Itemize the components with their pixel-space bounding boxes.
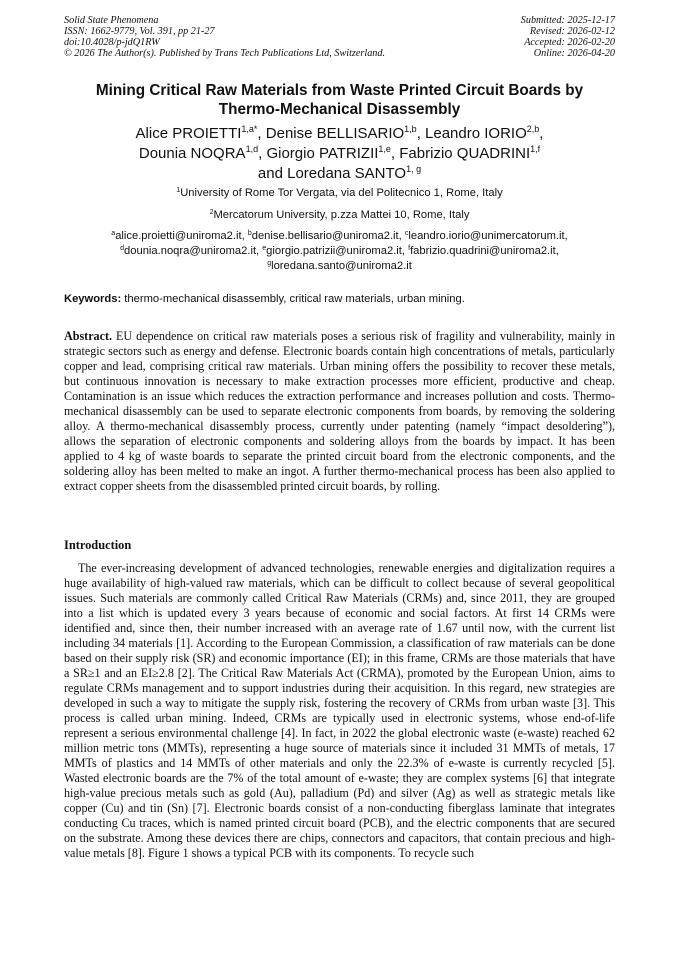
date-revised: Revised: 2026-02-12: [529, 26, 615, 37]
abstract: [64, 329, 615, 494]
affiliation-mark: 2: [209, 209, 214, 216]
author-name: and Loredana SANTO: [257, 165, 407, 182]
title-line: Mining Critical Raw Materials from Waste Printed Circuit Boards by: [95, 82, 584, 99]
email-line: [64, 259, 615, 274]
author-name: Denise BELLISARIO: [265, 125, 405, 142]
affiliation-text: Mercatorum University, p.zza Mattei 10, Rome, Italy: [213, 209, 470, 221]
author-name: Dounia NOQRA: [138, 145, 246, 162]
author-list: [64, 124, 615, 184]
email-line: [64, 229, 615, 244]
email-address: denise.bellisario@uniroma2.it,: [251, 230, 405, 242]
email-address: loredana.santo@uniroma2.it: [271, 260, 412, 272]
email-address: giorgio.patrizii@uniroma2.it,: [266, 245, 409, 257]
journal-issn: ISSN: 1662-9779, Vol. 391, pp 21-27: [64, 26, 215, 37]
affiliation-mark: 1: [176, 187, 181, 194]
affiliation-2: [64, 208, 615, 222]
author-separator: ,: [390, 145, 400, 162]
date-online: Online: 2026-04-20: [533, 48, 615, 59]
author-affiliation-mark: 2,b: [526, 124, 540, 134]
paper-title: [64, 81, 615, 119]
email-mark: c: [404, 230, 409, 237]
author-separator: ,: [258, 145, 267, 162]
keywords-text: thermo-mechanical disassembly, critical raw materials, urban mining.: [121, 293, 465, 305]
title-line: Thermo-Mechanical Disassembly: [218, 101, 461, 118]
date-submitted: Submitted: 2025-12-17: [520, 15, 615, 26]
keywords-label: Keywords:: [64, 293, 122, 305]
journal-name: Solid State Phenomena: [64, 15, 159, 26]
abstract-label: Abstract.: [64, 329, 113, 343]
author-emails: [64, 229, 615, 274]
email-address: leandro.iorio@unimercatorum.it,: [408, 230, 568, 242]
email-address: fabrizio.quadrini@uniroma2.it,: [410, 245, 559, 257]
introduction-paragraph: The ever-increasing development of advanced technologies, renewable energies and digitalization requires a huge availability of high-valued raw materials, which can be difficult to collect because of several geopolitical issues. Such materials are commonly called Critical Raw Materials (CRMs) and, since 2011, they are grouped into a list which is updated every 3 years because of economic and social factors. At first 14 CRMs were identified and, since then, their number increased with an average rate of 1.67 until now, with the current list including 34 materials [1]. According to the European Commission, a classification of raw materials can be done based on their supply risk (SR) and economic importance (EI); in this frame, CRMs are those materials that have a SR≥1 and an EI≥2.8 [2]. The Critical Raw Materials Act (CRMA), promoted by the European Union, aims to regulate CRMs management and to support industries during their acquisition. In this regard, new strategies are developed in such a way to mitigate the supply risk, fostering the recovery of CRMs from urban waste [3]. This process is called urban mining. Indeed, CRMs are typically used in electronic systems, whose end-of-life represent a serious environmental challenge [4]. In fact, in 2022 the global electronic waste (e-waste) reached 62 million metric tons (MMTs), representing a huge source of materials since it included 31 MMTs of metals, 17 MMTs of plastics and 14 MMTs of other materials and only the 22.3% of e-waste is currently recycled [5]. Wasted electronic boards are the 7% of the total amount of e-waste; they are complex systems [6] that integrate high-value precious metals such as gold (Au), palladium (Pd) and silver (Ag) as well as strategic metals like copper (Cu) and tin (Sn) [7]. Electronic boards consist of a non-conducting fiberglass laminate that integrates conducting Cu traces, which is named printed circuit board (PCB), and the electric components that are secured on the substrate. Among these devices there are chips, connectors and capacitors, that contain precious and high-value metals [8]. Figure 1 shows a typical PCB with its components. To recycle such: [64, 561, 615, 860]
author-separator: ,: [257, 125, 266, 142]
email-address: alice.proietti@uniroma2.it,: [115, 230, 248, 242]
author-affiliation-mark: 1,e: [378, 144, 391, 154]
email-mark: b: [247, 230, 252, 237]
journal-info: [64, 15, 385, 59]
author-affiliation-mark: 1,b: [404, 124, 417, 134]
author-name: Giorgio PATRIZII: [266, 145, 379, 162]
author-name: Leandro IORIO: [425, 125, 527, 142]
publication-dates: [521, 15, 615, 59]
author-name: Fabrizio QUADRINI: [399, 145, 531, 162]
email-address: dounia.noqra@uniroma2.it,: [124, 245, 263, 257]
email-mark: a: [111, 230, 116, 237]
author-line: [64, 144, 615, 164]
affiliation-text: University of Rome Tor Vergata, via del Politecnico 1, Rome, Italy: [180, 187, 503, 199]
author-affiliation-mark: 1,d: [245, 144, 259, 154]
email-mark: g: [267, 260, 272, 267]
keywords: [64, 292, 615, 306]
author-affiliation-mark: 1,a*: [241, 124, 258, 134]
abstract-text: EU dependence on critical raw materials poses a serious risk of fragility and vulnerability, mainly in strategic sectors such as energy and defense. Electronic boards contain high concentrations of metals, particularly copper and lead, comprising critical raw materials. Urban mining offers the possibility to recover these metals, but continuous innovation is necessary to make extraction processes more efficient, productive and cheap. Contamination is an issue which reduces the extraction performance and increases pollution and costs. Thermo-mechanical disassembly can be used to separate electronic components from boards, by removing the soldering alloy. A thermo-mechanical disassembly process, currently under patenting (namely “impact desoldering”), allows the separation of electronic components and soldering alloys from the boards by impact. It has been applied to 4 kg of waste boards to separate the printed circuit board from the electronic components, and the soldering alloy has been melted to make an ingot. A further thermo-mechanical process has been also applied to extract copper sheets from the disassembled printed circuit boards, by rolling.: [64, 329, 615, 493]
author-line: [64, 164, 615, 184]
email-line: [64, 244, 615, 259]
date-accepted: Accepted: 2026-02-20: [524, 37, 615, 48]
affiliation-1: [64, 186, 615, 200]
author-line: [64, 124, 615, 144]
introduction-heading: Introduction: [64, 538, 132, 552]
email-mark: e: [262, 245, 267, 252]
email-mark: f: [408, 245, 411, 252]
author-name: Alice PROIETTI: [135, 125, 242, 142]
email-mark: d: [120, 245, 125, 252]
journal-copyright: © 2026 The Author(s). Published by Trans Tech Publications Ltd, Switzerland.: [64, 48, 386, 59]
author-separator: ,: [539, 125, 544, 142]
author-affiliation-mark: 1, g: [406, 164, 422, 174]
journal-doi: doi:10.4028/p-jdQ1RW: [64, 37, 160, 48]
author-separator: ,: [416, 125, 426, 142]
author-affiliation-mark: 1,f: [530, 144, 541, 154]
